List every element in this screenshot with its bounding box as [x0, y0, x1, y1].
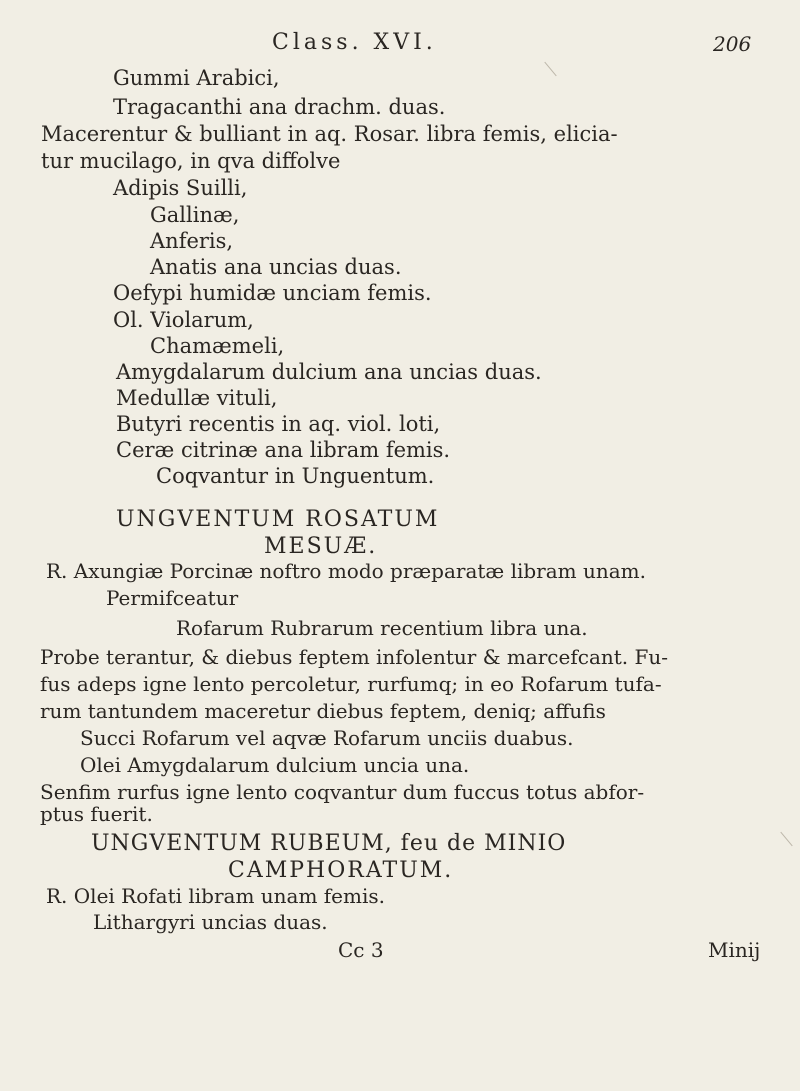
recipe-line: Permifceatur — [106, 586, 239, 610]
recipe-line: R. Axungiæ Porcinæ noftro modo præparatæ libram unam. — [46, 559, 646, 583]
text-line: Anferis, — [150, 229, 234, 253]
paper-fold-mark — [780, 832, 792, 846]
text-line: Ceræ citrinæ ana libram femis. — [116, 438, 451, 462]
section-subheading: MESUÆ. — [264, 534, 378, 559]
running-title: Class. XVI. — [272, 30, 437, 55]
section-heading: UNGVENTUM ROSATUM — [116, 507, 440, 532]
paragraph-line: ptus fuerit. — [40, 802, 153, 826]
page-number: 206 — [713, 32, 752, 56]
recipe-line: R. Olei Rofati libram unam femis. — [46, 884, 386, 908]
signature-mark: Cc 3 — [338, 938, 384, 962]
paragraph-line: Probe terantur, & diebus feptem infolentur & marcefcant. Fu- — [40, 645, 669, 669]
paragraph-line: rum tantundem maceretur diebus feptem, deniq; affufis — [40, 699, 606, 723]
catchword: Minij — [708, 938, 761, 962]
text-line: Anatis ana uncias duas. — [150, 255, 402, 279]
paragraph-line: fus adeps igne lento percoletur, rurfumq; in eo Rofarum tufa- — [40, 672, 662, 696]
text-line: Oefypi humidæ unciam femis. — [113, 281, 432, 305]
section-subheading: CAMPHORATUM. — [228, 858, 454, 883]
text-line: Amygdalarum dulcium ana uncias duas. — [116, 360, 542, 384]
text-line: Chamæmeli, — [150, 334, 285, 358]
paragraph-line: Succi Rofarum vel aqvæ Rofarum unciis duabus. — [80, 726, 574, 750]
text-line: Butyri recentis in aq. viol. loti, — [116, 412, 441, 436]
text-line: Macerentur & bulliant in aq. Rosar. libra femis, elicia- — [41, 122, 618, 146]
section-heading: UNGVENTUM RUBEUM, feu de MINIO — [91, 831, 567, 856]
text-line: Tragacanthi ana drachm. duas. — [113, 95, 446, 119]
recipe-line: Lithargyri uncias duas. — [93, 910, 328, 934]
text-line: Gallinæ, — [150, 203, 240, 227]
text-line: Adipis Suilli, — [113, 176, 248, 200]
paper-fold-mark — [544, 62, 556, 76]
paragraph-line: Olei Amygdalarum dulcium uncia una. — [80, 753, 470, 777]
recipe-line: Rofarum Rubrarum recentium libra una. — [176, 616, 588, 640]
text-line: Medullæ vituli, — [116, 386, 278, 410]
text-line: Ol. Violarum, — [113, 308, 254, 332]
text-line: Gummi Arabici, — [113, 66, 280, 90]
text-line: Coqvantur in Unguentum. — [156, 464, 435, 488]
text-line: tur mucilago, in qva diffolve — [41, 149, 341, 173]
paragraph-line: Senfim rurfus igne lento coqvantur dum fuccus totus abfor- — [40, 780, 645, 804]
